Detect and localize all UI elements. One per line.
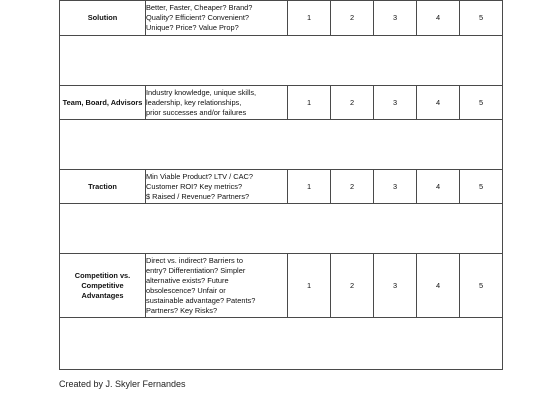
description-line: sustainable advantage? Patents? — [146, 295, 256, 305]
score-option-1[interactable]: 1 — [288, 86, 331, 120]
score-option-3[interactable]: 3 — [374, 170, 417, 204]
score-option-2[interactable]: 2 — [331, 170, 374, 204]
description-line: obsolescence? Unfair or — [146, 285, 226, 295]
score-option-5[interactable]: 5 — [460, 1, 503, 36]
score-option-4[interactable]: 4 — [417, 170, 460, 204]
description-line: $ Raised / Revenue? Partners? — [146, 191, 250, 201]
notes-area[interactable] — [60, 318, 503, 370]
criterion-description — [146, 1, 288, 36]
score-option-3[interactable]: 3 — [374, 254, 417, 318]
criterion-description — [146, 170, 288, 204]
score-option-4[interactable]: 4 — [417, 1, 460, 36]
notes-area[interactable] — [60, 36, 503, 86]
notes-area[interactable] — [60, 204, 503, 254]
description-line: Direct vs. indirect? Barriers to — [146, 255, 243, 265]
score-option-2[interactable]: 2 — [331, 1, 374, 36]
score-option-3[interactable]: 3 — [374, 86, 417, 120]
score-option-1[interactable]: 1 — [288, 1, 331, 36]
criterion-row-team — [60, 86, 503, 120]
description-line: alternative exists? Future — [146, 275, 229, 285]
score-option-5[interactable]: 5 — [460, 254, 503, 318]
description-line: Industry knowledge, unique skills, — [146, 87, 257, 97]
notes-area[interactable] — [60, 120, 503, 170]
evaluation-scorecard-table — [59, 0, 503, 370]
score-option-1[interactable]: 1 — [288, 254, 331, 318]
description-line: Unique? Price? Value Prop? — [146, 23, 239, 32]
score-option-2[interactable]: 2 — [331, 86, 374, 120]
score-option-5[interactable]: 5 — [460, 170, 503, 204]
description-line: Better, Faster, Cheaper? Brand? — [146, 3, 253, 12]
description-line: entry? Differentiation? Simpler — [146, 265, 246, 275]
author-credit: Created by J. Skyler Fernandes — [59, 379, 186, 389]
criterion-label: Traction — [60, 170, 146, 204]
description-line: prior successes and/or failures — [146, 107, 247, 117]
criterion-row-solution — [60, 1, 503, 36]
notes-row-competition — [60, 318, 503, 370]
criterion-description — [146, 254, 288, 318]
notes-row-traction — [60, 204, 503, 254]
score-option-4[interactable]: 4 — [417, 254, 460, 318]
notes-row-solution — [60, 36, 503, 86]
description-line: Partners? Key Risks? — [146, 305, 218, 315]
criterion-label: Solution — [60, 1, 146, 36]
score-option-3[interactable]: 3 — [374, 1, 417, 36]
score-option-2[interactable]: 2 — [331, 254, 374, 318]
description-line: Customer ROI? Key metrics? — [146, 181, 243, 191]
score-option-1[interactable]: 1 — [288, 170, 331, 204]
description-line: Min Viable Product? LTV / CAC? — [146, 171, 253, 181]
criterion-row-traction — [60, 170, 503, 204]
criterion-label: Competition vs. Competitive Advantages — [60, 254, 146, 318]
score-option-5[interactable]: 5 — [460, 86, 503, 120]
description-line: leadership, key relationships, — [146, 97, 242, 107]
score-option-4[interactable]: 4 — [417, 86, 460, 120]
notes-row-team — [60, 120, 503, 170]
criterion-label: Team, Board, Advisors — [60, 86, 146, 120]
criterion-description — [146, 86, 288, 120]
description-line: Quality? Efficient? Convenient? — [146, 13, 249, 22]
criterion-row-competition — [60, 254, 503, 318]
